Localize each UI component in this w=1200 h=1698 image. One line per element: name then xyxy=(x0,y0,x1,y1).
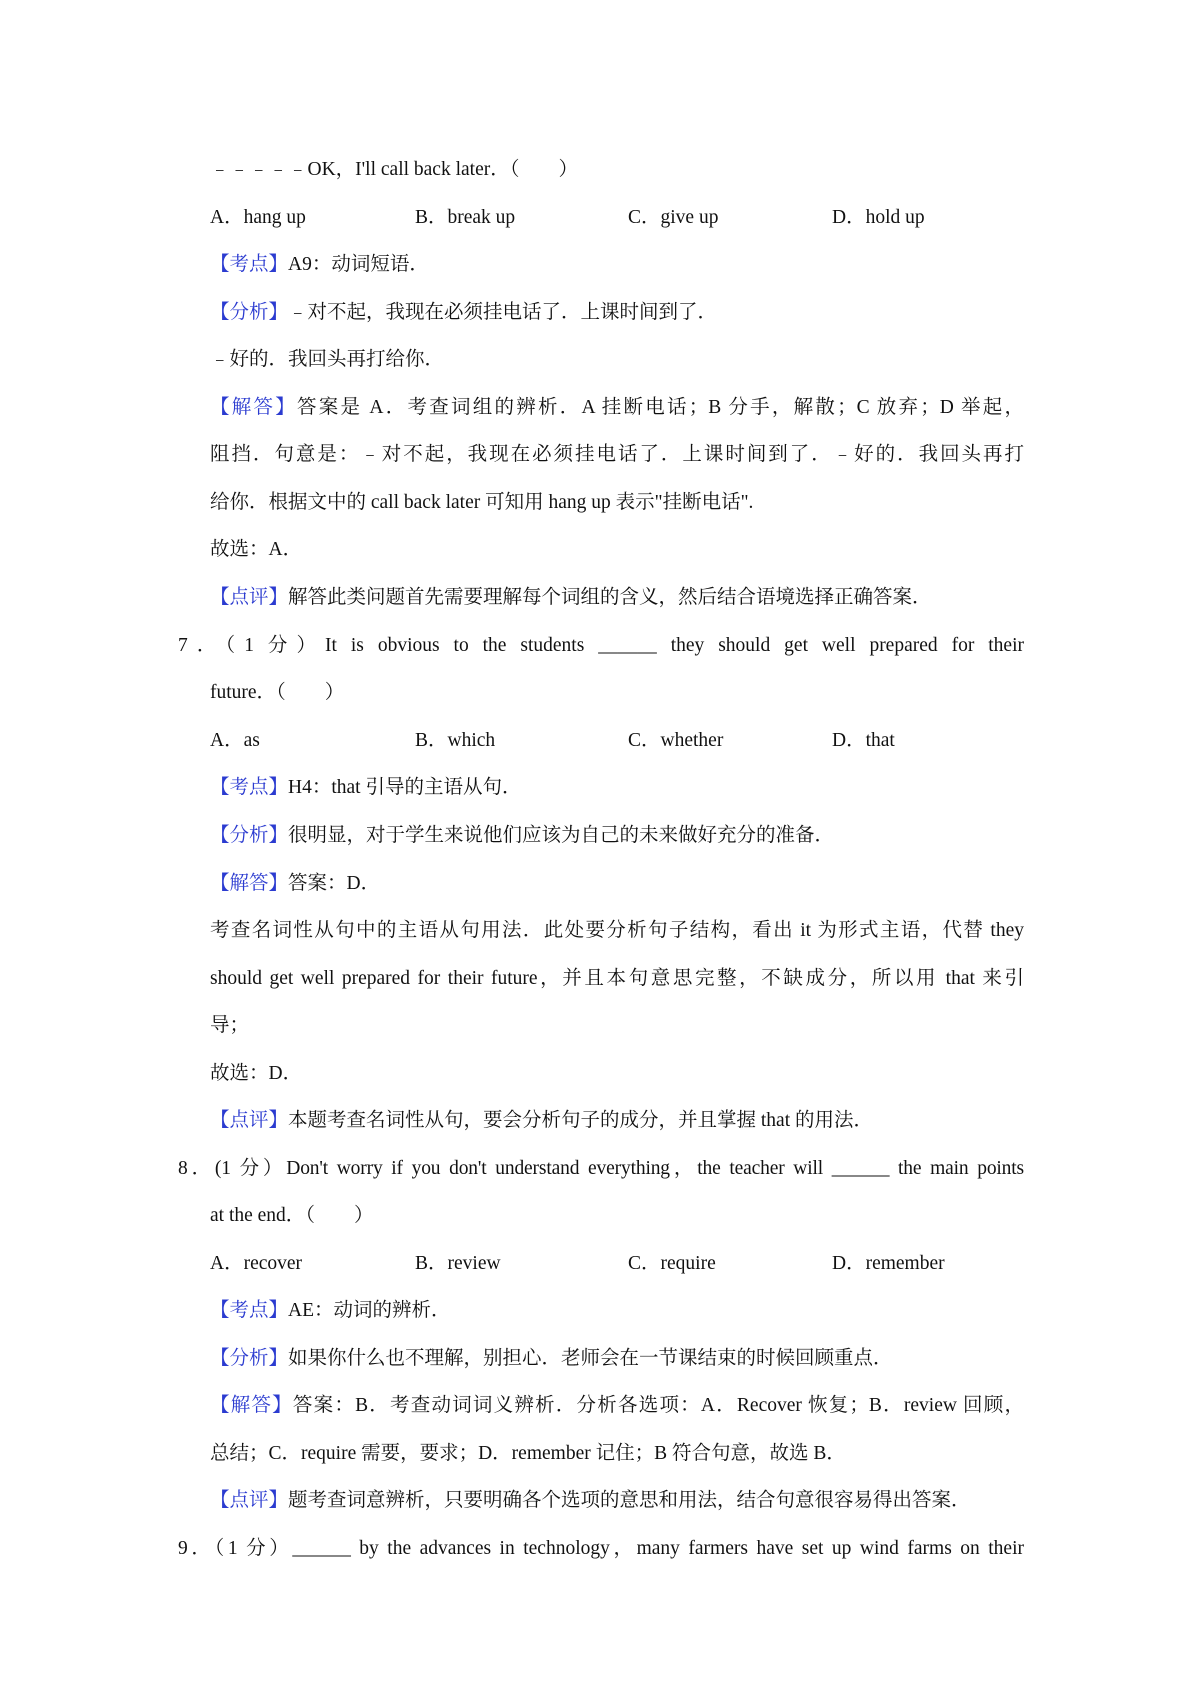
dianping-tag: 【点评】 xyxy=(210,1110,289,1131)
q6-jieda-text: 答案是 A．考查词组的辨析．A 挂断电话；B 分手，解散；C 放弃；D 举起， xyxy=(297,397,1024,418)
q8-option-a: A．recover xyxy=(210,1253,303,1274)
q6-option-c: C．give up xyxy=(628,207,719,228)
q7-fenxi xyxy=(210,821,1024,851)
q8-option-c: C．require xyxy=(628,1253,716,1274)
q8-stem-line2: at the end．（ ） xyxy=(210,1205,374,1226)
q8-dianping-text: 题考查词意辨析，只要明确各个选项的意思和用法，结合句意很容易得出答案． xyxy=(288,1490,971,1511)
jieda-tag: 【解答】 xyxy=(210,1395,293,1416)
q7-fenxi-text: 很明显，对于学生来说他们应该为自己的未来做好充分的准备． xyxy=(288,825,835,846)
q7-option-c: C．whether xyxy=(628,730,724,751)
q7-dianping xyxy=(210,1106,1024,1136)
q7-option-a: A．as xyxy=(210,730,260,751)
jieda-tag: 【解答】 xyxy=(210,873,289,894)
fenxi-tag: 【分析】 xyxy=(210,825,289,846)
kaodian-tag: 【考点】 xyxy=(210,254,289,275)
q8-fenxi-text: 如果你什么也不理解，别担心．老师会在一节课结束的时候回顾重点． xyxy=(288,1348,893,1369)
q9-stem: 9．（1 分）______ by the advances in technology，many farmers have set up wind farms on their xyxy=(178,1538,1024,1559)
q7-kaodian-text: H4：that 引导的主语从句． xyxy=(288,777,522,798)
q7-guxuan: 故选：D． xyxy=(210,1063,303,1084)
q6-kaodian-text: A9：动词短语． xyxy=(288,254,429,275)
q8-jieda-line2: 总结；C．require 需要，要求；D．remember 记住；B 符合句意，故选 B． xyxy=(210,1443,846,1464)
q6-fenxi-text: ﹣对不起，我现在必须挂电话了．上课时间到了． xyxy=(288,302,718,323)
q7-stem-line2: future．（ ） xyxy=(210,682,345,703)
q8-dianping xyxy=(210,1486,1024,1516)
q8-kaodian-text: AE：动词的辨析． xyxy=(288,1300,451,1321)
fenxi-tag: 【分析】 xyxy=(210,302,289,323)
kaodian-tag: 【考点】 xyxy=(210,1300,289,1321)
q8-option-b: B．review xyxy=(415,1253,501,1274)
q7-dianping-text: 本题考查名词性从句，要会分析句子的成分，并且掌握 that 的用法． xyxy=(288,1110,874,1131)
q7-body-line3: 导； xyxy=(210,1015,250,1036)
q7-body-line1: 考查名词性从句中的主语从句用法．此处要分析句子结构，看出 it 为形式主语，代替 they xyxy=(210,920,1024,941)
q7-stem: 7．（1 分）It is obvious to the students ______ they should get well prepared for their xyxy=(178,635,1024,656)
dianping-tag: 【点评】 xyxy=(210,1490,289,1511)
q7-option-d: D．that xyxy=(832,730,895,751)
q8-fenxi xyxy=(210,1344,1024,1374)
q7-jieda-text: 答案：D． xyxy=(288,873,381,894)
q6-option-a: A．hang up xyxy=(210,207,306,228)
q6-jieda-line2: 阻挡．句意是：﹣对不起，我现在必须挂电话了．上课时间到了．﹣好的．我回头再打 xyxy=(210,444,1024,465)
q6-kaodian xyxy=(210,250,1024,280)
q7-body-line2: should get well prepared for their future，并且本句意思完整，不缺成分，所以用 that 来引 xyxy=(210,968,1024,989)
q6-dianping xyxy=(210,583,1024,613)
q6-fenxi xyxy=(210,298,1024,328)
q6-jieda xyxy=(210,393,1024,423)
fenxi-tag: 【分析】 xyxy=(210,1348,289,1369)
q8-jieda xyxy=(210,1391,1024,1421)
q6-guxuan: 故选：A． xyxy=(210,539,303,560)
q8-option-d: D．remember xyxy=(832,1253,945,1274)
q8-stem: 8．(1 分）Don't worry if you don't understand everything，the teacher will ______ the main points xyxy=(178,1158,1024,1179)
q8-kaodian xyxy=(210,1296,1024,1326)
q6-dianping-text: 解答此类问题首先需要理解每个词组的含义，然后结合语境选择正确答案． xyxy=(288,587,932,608)
q8-jieda-text: 答案：B．考查动词词义辨析．分析各选项：A．Recover 恢复；B．review 回顾， xyxy=(292,1395,1024,1416)
q6-jieda-line3: 给你．根据文中的 call back later 可知用 hang up 表示"挂断电话". xyxy=(210,492,754,513)
q6-option-b: B．break up xyxy=(415,207,516,228)
kaodian-tag: 【考点】 xyxy=(210,777,289,798)
q6-fenxi-line2: ﹣好的．我回头再打给你． xyxy=(210,349,445,370)
q7-kaodian xyxy=(210,773,1024,803)
dianping-tag: 【点评】 xyxy=(210,587,289,608)
q7-jieda xyxy=(210,869,1024,899)
q6-option-d: D．hold up xyxy=(832,207,925,228)
q7-option-b: B．which xyxy=(415,730,496,751)
q6-dialogue-line: ﹣﹣﹣﹣﹣OK，I'll call back later．（ ） xyxy=(210,159,578,180)
jieda-tag: 【解答】 xyxy=(210,397,298,418)
